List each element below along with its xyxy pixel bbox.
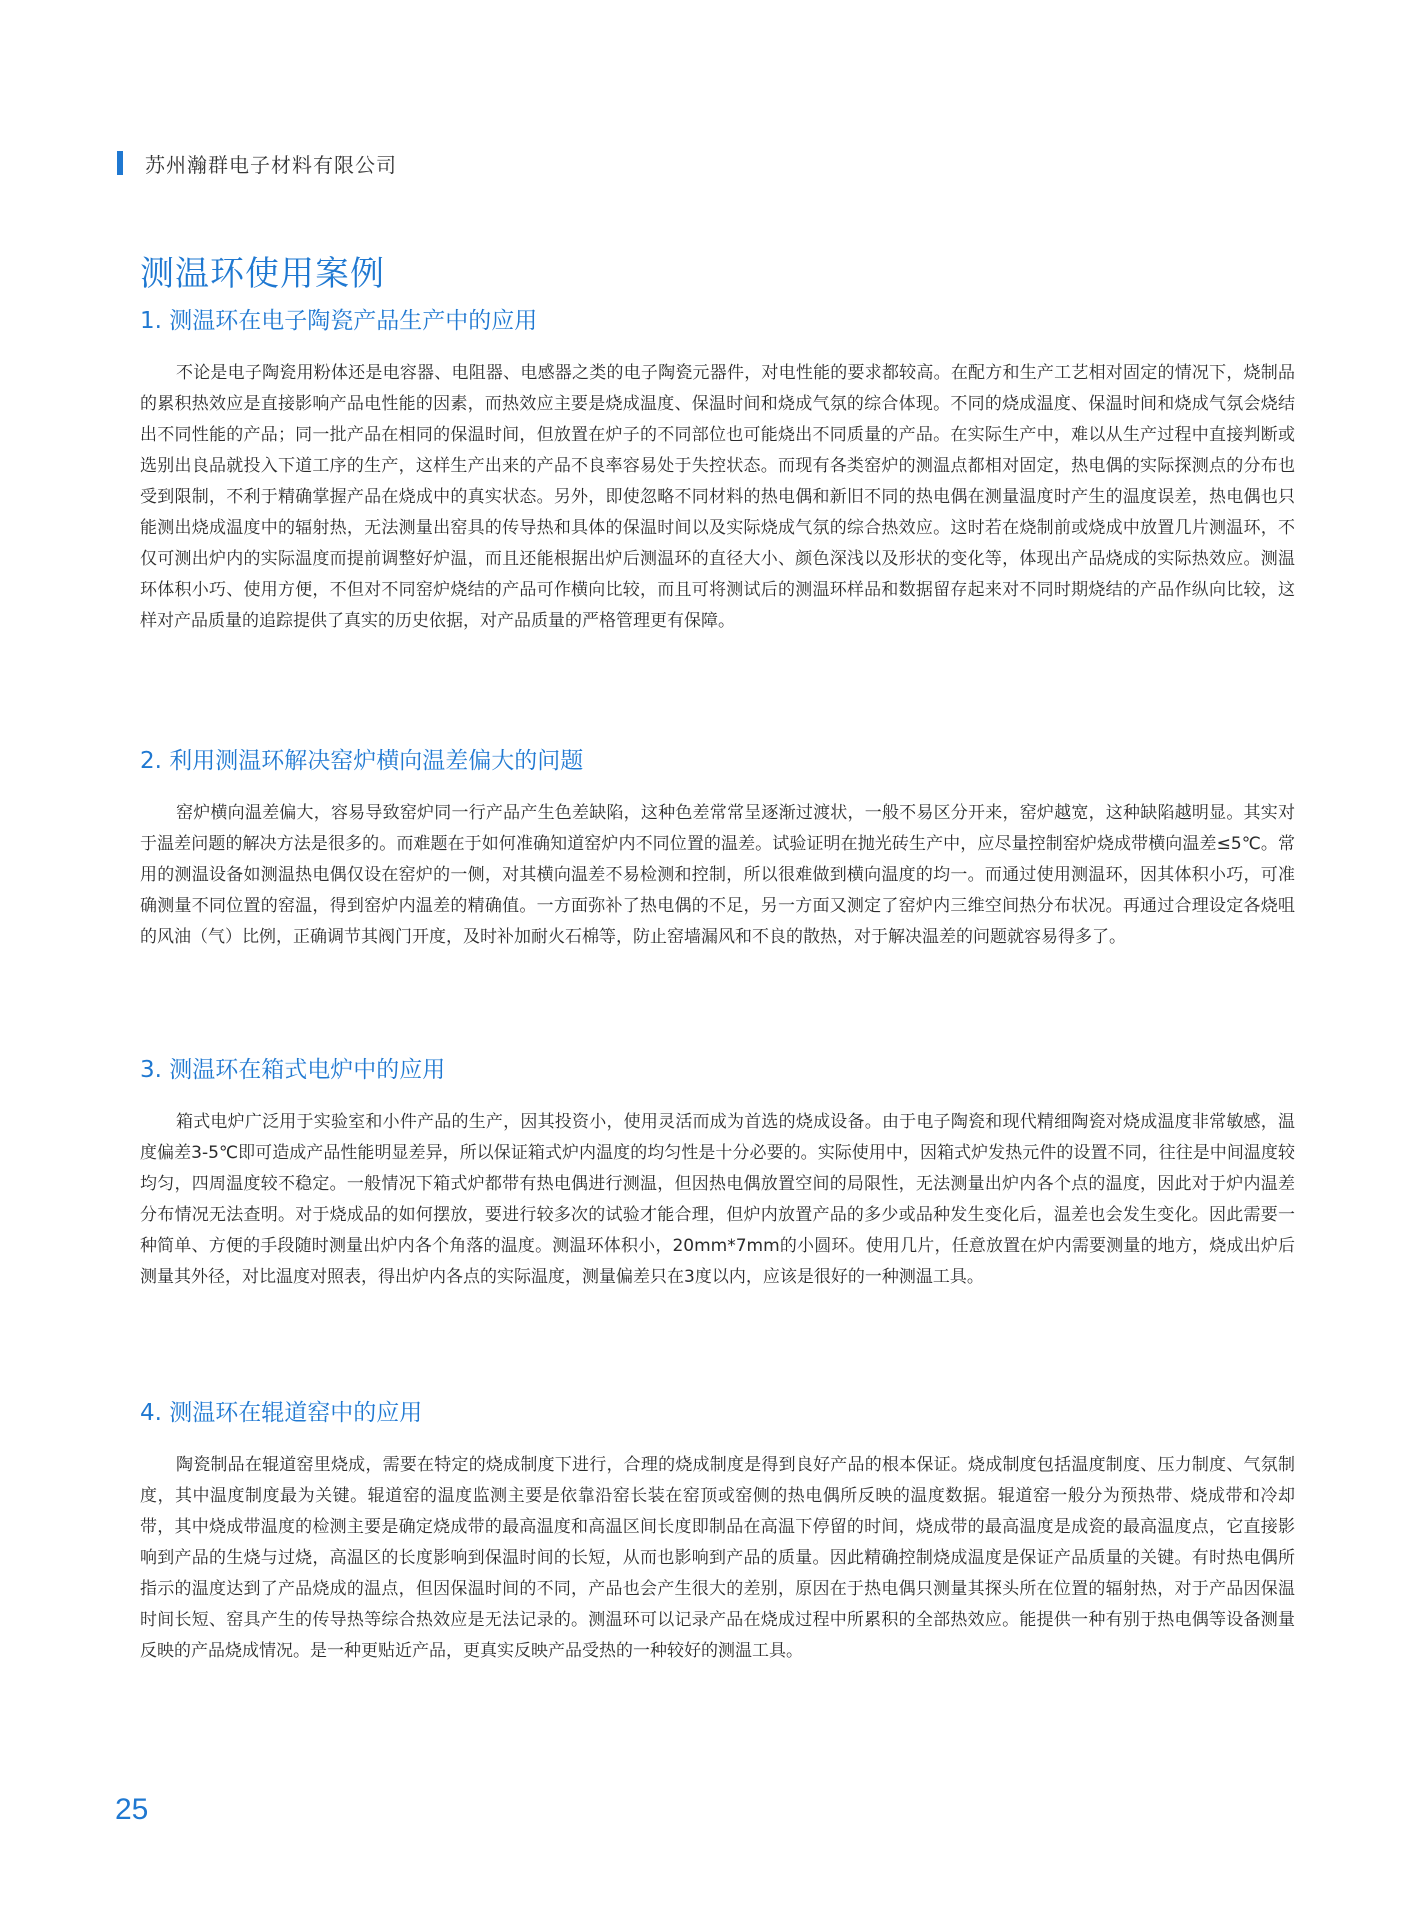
company-name: 苏州瀚群电子材料有限公司 bbox=[145, 152, 397, 177]
section-ceramics bbox=[140, 306, 1295, 637]
page-title: 测温环使用案例 bbox=[140, 254, 385, 294]
section-roller-kiln bbox=[140, 1398, 1295, 1667]
section-kiln-temperature-difference bbox=[140, 746, 1295, 953]
section-heading: 4. 测温环在辊道窑中的应用 bbox=[140, 1400, 423, 1426]
section-box-furnace bbox=[140, 1055, 1295, 1293]
section-body: 箱式电炉广泛用于实验室和小件产品的生产，因其投资小，使用灵活而成为首选的烧成设备。由于电子陶瓷和现代精细陶瓷对烧成温度非常敏感，温度偏差3-5℃即可造成产品性能明显差异，所以保证箱式炉内温度的均匀性是十分必要的。实际使用中，因箱式炉发热元件的设置不同，往往是中间温度较均匀，四周温度较不稳定。一般情况下箱式炉都带有热电偶进行测温，但因热电偶放置空间的局限性，无法测量出炉内各个点的温度，因此对于炉内温差分布情况无法查明。对于烧成品的如何摆放，要进行较多次的试验才能合理，但炉内放置产品的多少或品种发生变化后，温差也会发生变化。因此需要一种简单、方便的手段随时测量出炉内各个角落的温度。测温环体积小，20mm*7mm的小圆环。使用几片，任意放置在炉内需要测量的地方，烧成出炉后测量其外径，对比温度对照表，得出炉内各点的实际温度，测量偏差只在3度以内，应该是很好的一种测温工具。 bbox=[140, 1112, 1295, 1287]
section-heading: 1. 测温环在电子陶瓷产品生产中的应用 bbox=[140, 308, 538, 334]
section-body: 窑炉横向温差偏大，容易导致窑炉同一行产品产生色差缺陷，这种色差常常呈逐渐过渡状，一般不易区分开来，窑炉越宽，这种缺陷越明显。其实对于温差问题的解决方法是很多的。而难题在于如何准确知道窑炉内不同位置的温差。试验证明在抛光砖生产中，应尽量控制窑炉烧成带横向温差≤5℃。常用的测温设备如测温热电偶仅设在窑炉的一侧，对其横向温差不易检测和控制，所以很难做到横向温度的均一。而通过使用测温环，因其体积小巧，可准确测量不同位置的窑温，得到窑炉内温差的精确值。一方面弥补了热电偶的不足，另一方面又测定了窑炉内三维空间热分布状况。再通过合理设定各烧咀的风油（气）比例，正确调节其阀门开度，及时补加耐火石棉等，防止窑墙漏风和不良的散热，对于解决温差的问题就容易得多了。 bbox=[140, 803, 1295, 947]
section-heading: 3. 测温环在箱式电炉中的应用 bbox=[140, 1057, 446, 1083]
section-body: 陶瓷制品在辊道窑里烧成，需要在特定的烧成制度下进行，合理的烧成制度是得到良好产品的根本保证。烧成制度包括温度制度、压力制度、气氛制度，其中温度制度最为关键。辊道窑的温度监测主要是依靠沿窑长装在窑顶或窑侧的热电偶所反映的温度数据。辊道窑一般分为预热带、烧成带和冷却带，其中烧成带温度的检测主要是确定烧成带的最高温度和高温区间长度即制品在高温下停留的时间，烧成带的最高温度是成瓷的最高温度点，它直接影响到产品的生烧与过烧，高温区的长度影响到保温时间的长短，从而也影响到产品的质量。因此精确控制烧成温度是保证产品质量的关键。有时热电偶所指示的温度达到了产品烧成的温点，但因保温时间的不同，产品也会产生很大的差别，原因在于热电偶只测量其探头所在位置的辐射热，对于产品因保温时间长短、窑具产生的传导热等综合热效应是无法记录的。测温环可以记录产品在烧成过程中所累积的全部热效应。能提供一种有别于热电偶等设备测量反映的产品烧成情况。是一种更贴近产品，更真实反映产品受热的一种较好的测温工具。 bbox=[140, 1455, 1295, 1661]
page-header bbox=[117, 150, 397, 176]
section-heading: 2. 利用测温环解决窑炉横向温差偏大的问题 bbox=[140, 748, 584, 774]
header-accent-bar bbox=[117, 151, 123, 175]
page-number: 25 bbox=[115, 1793, 149, 1826]
section-body: 不论是电子陶瓷用粉体还是电容器、电阻器、电感器之类的电子陶瓷元器件，对电性能的要求都较高。在配方和生产工艺相对固定的情况下，烧制品的累积热效应是直接影响产品电性能的因素，而热效应主要是烧成温度、保温时间和烧成气氛的综合体现。不同的烧成温度、保温时间和烧成气氛会烧结出不同性能的产品；同一批产品在相同的保温时间，但放置在炉子的不同部位也可能烧出不同质量的产品。在实际生产中，难以从生产过程中直接判断或选别出良品就投入下道工序的生产，这样生产出来的产品不良率容易处于失控状态。而现有各类窑炉的测温点都相对固定，热电偶的实际探测点的分布也受到限制，不利于精确掌握产品在烧成中的真实状态。另外，即使忽略不同材料的热电偶和新旧不同的热电偶在测量温度时产生的温度误差，热电偶也只能测出烧成温度中的辐射热，无法测量出窑具的传导热和具体的保温时间以及实际烧成气氛的综合热效应。这时若在烧制前或烧成中放置几片测温环，不仅可测出炉内的实际温度而提前调整好炉温，而且还能根据出炉后测温环的直径大小、颜色深浅以及形状的变化等，体现出产品烧成的实际热效应。测温环体积小巧、使用方便，不但对不同窑炉烧结的产品可作横向比较，而且可将测试后的测温环样品和数据留存起来对不同时期烧结的产品作纵向比较，这样对产品质量的追踪提供了真实的历史依据，对产品质量的严格管理更有保障。 bbox=[140, 363, 1295, 631]
